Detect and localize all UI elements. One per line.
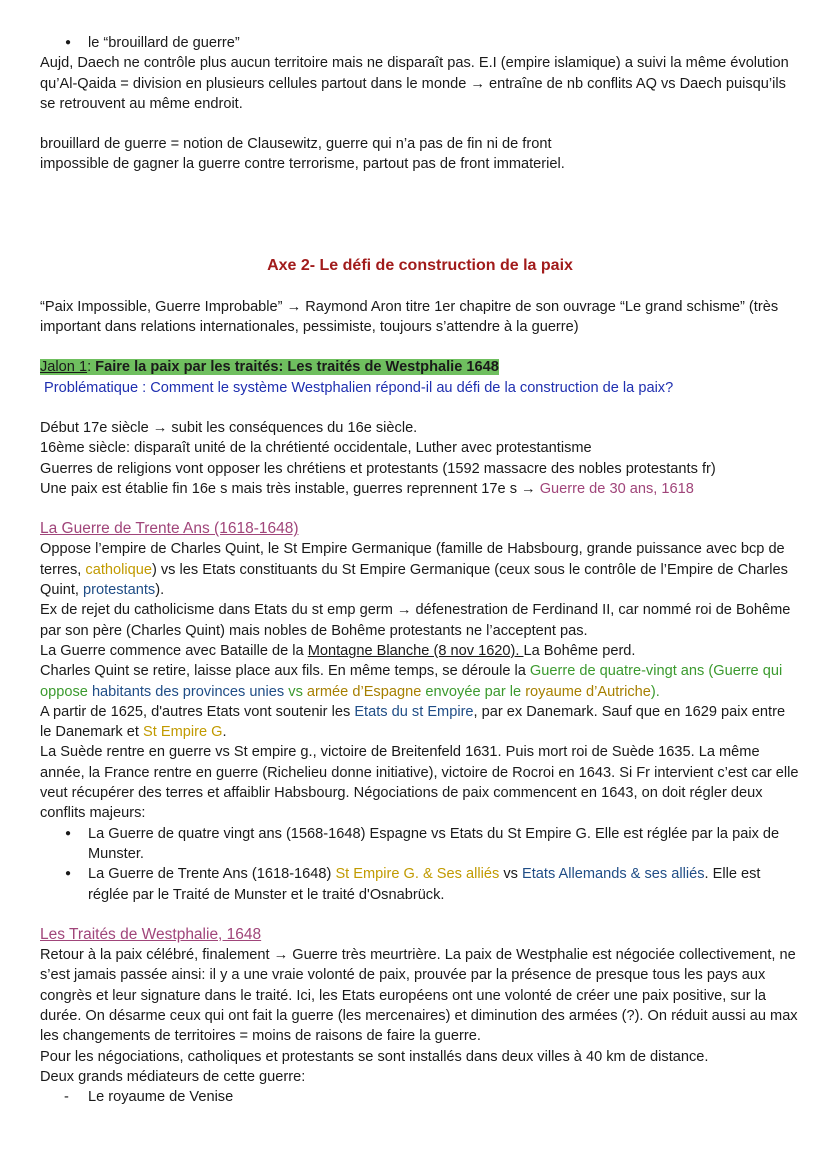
aron-paragraph: “Paix Impossible, Guerre Improbable” → Raymond Aron titre 1er chapitre de son ouvrage “Le grand schisme” (très important dans relations internationales, pessimiste, toujours s’attendre à la guerre) <box>40 298 779 336</box>
brouillard-line-1: brouillard de guerre = notion de Clausewitz, guerre qui n’a pas de fin ni de front <box>40 136 552 153</box>
s2-paragraph-2: Pour les négociations, catholiques et protestants se sont installés dans deux villes à 40 km de distance. <box>40 1048 709 1065</box>
jalon-highlight <box>40 359 499 375</box>
intro-line-4 <box>40 479 800 499</box>
conflict-item-quatre-vingt-ans: ● La Guerre de quatre vingt ans (1568-1648) Espagne vs Etats du St Empire G. Elle est réglée par la paix de Munster. <box>88 824 800 865</box>
section-title-traites-westphalie: Les Traités de Westphalie, 1648 <box>40 925 262 943</box>
text-run: , par ex Danemark. Sauf que en 1629 paix entre le Danemark et <box>40 703 786 741</box>
section-title-guerre-trente-ans: La Guerre de Trente Ans (1618-1648) <box>40 520 299 538</box>
spacer <box>40 499 800 519</box>
conflict-item-trente-ans <box>88 864 800 905</box>
catholique-highlight: catholique <box>85 561 152 578</box>
text-run: La Bohême perd. <box>523 642 636 659</box>
conflicts-list <box>40 824 800 905</box>
jalon-heading <box>40 357 800 377</box>
text-run: . Elle est réglée par le Traité de Munster et le traité d'Osnabrück. <box>88 866 761 903</box>
spacer <box>40 905 800 925</box>
bullet-brouillard: ● le “brouillard de guerre” <box>88 33 800 53</box>
text-run: La Guerre de Trente Ans (1618-1648) <box>88 866 336 883</box>
royaume-autriche-highlight: royaume d’Autriche <box>525 683 651 700</box>
text-run: A partir de 1625, d'autres Etats vont soutenir les <box>40 703 355 720</box>
text-run: Oppose l’empire de Charles Quint, le St Empire Germanique (famille de Habsbourg, grande puissance avec bcp de terres, <box>40 541 785 578</box>
spacer <box>40 175 800 255</box>
text-run: ). <box>650 683 660 700</box>
s2-paragraph-3: Deux grands médiateurs de cette guerre: <box>40 1068 306 1085</box>
montagne-blanche-underline: Montagne Blanche (8 nov 1620). <box>307 642 524 659</box>
st-empire-g-highlight: St Empire G <box>143 724 223 741</box>
intro-last-text: Une paix est établie fin 16e s mais très instable, guerres reprennent 17e s → <box>40 480 540 497</box>
text-run: ). <box>155 582 165 599</box>
text-run: vs <box>499 866 522 883</box>
paragraph-daech: Aujd, Daech ne contrôle plus aucun territoire mais ne disparaît pas. E.I (empire islamique) a suivi la même évolution qu’Al-Qaida = division en plusieurs cellules partout dans le monde → entraîne de nb conflits AQ vs Daech puisqu’ils se retrouvent au même endroit. <box>40 55 789 112</box>
text-run: envoyée par le <box>421 683 526 700</box>
text-run: ) vs les Etats constituants du St Empire Germanique (ceux sous le contrôle de l’Empire de Charles Quint, <box>40 561 788 599</box>
intro-line-2: 16ème siècle: disparaît unité de la chrétienté occidentale, Luther avec protestantisme <box>40 440 592 457</box>
s1-paragraph-6: La Suède rentre en guerre vs St empire g., victoire de Breitenfeld 1631. Puis mort roi de Suède 1635. La même année, la France rentre en guerre (Richelieu donne initiative), victoire de Rocroi en 1643. Si Fr intervient c’est car elle veut récupérer des terres et affaiblir Habsbourg. Négociations de paix commencent en 1643, on doit régler deux conflits majeurs: <box>40 744 799 822</box>
mediator-item-venise: - Le royaume de Venise <box>88 1087 800 1107</box>
jalon-text: Faire la paix par les traités: Les traités de Westphalie 1648 <box>95 359 499 376</box>
protestants-highlight: protestants <box>83 582 156 599</box>
brouillard-line-2: impossible de gagner la guerre contre terrorisme, partout pas de front immateriel. <box>40 156 565 173</box>
st-empire-allies-highlight: St Empire G. & Ses alliés <box>335 866 500 883</box>
s1-paragraph-1 <box>40 539 800 600</box>
intro-line-1: Début 17e siècle → subit les conséquences du 16e siècle. <box>40 419 418 436</box>
mediators-list <box>40 1087 800 1107</box>
s1-paragraph-5 <box>40 702 800 743</box>
spacer <box>40 337 800 357</box>
spacer <box>40 277 800 297</box>
spacer <box>40 398 800 418</box>
top-bullet-list <box>40 33 800 53</box>
text-run: vs <box>284 683 307 700</box>
quatre-vingt-ans-highlight: Guerre de quatre-vingt ans (Guerre qui oppose <box>40 663 783 700</box>
text-run: . <box>222 724 227 741</box>
provinces-unies-highlight: habitants des provinces unies <box>91 683 285 700</box>
s1-paragraph-3 <box>40 641 800 661</box>
document-content <box>40 33 800 1107</box>
etats-allemands-highlight: Etats Allemands & ses alliés <box>521 866 705 883</box>
s1-paragraph-4 <box>40 661 800 702</box>
jalon-label: Jalon 1 <box>40 359 88 376</box>
s2-paragraph-1: Retour à la paix célébré, finalement → Guerre très meurtrière. La paix de Westphalie est négociée collectivement, ne s’est jamais passée ainsi: il y a une vraie volonté de paix, prouvée par la présence de presque tous les pays aux congrès et leur signature dans le traité. Ici, les Etats européens ont une volonté de créer une paix positive, sur la durée. On désarme ceux qui ont fait la guerre (les mercenaires) et diminution des armées (?). On réduit aussi au max les changements de territoires = moins de raisons de faire la guerre. <box>40 947 798 1045</box>
armee-espagne-highlight: armée d’Espagne <box>306 683 422 700</box>
spacer <box>40 114 800 134</box>
text-run: La Guerre commence avec Bataille de la <box>40 642 308 659</box>
problematique: Problématique : Comment le système Westphalien répond-il au défi de la construction de la paix? <box>44 379 674 396</box>
s1-paragraph-2: Ex de rejet du catholicisme dans Etats du st emp germ → défenestration de Ferdinand II, car nommé roi de Bohême par son père (Charles Quint) mais nobles de Bohême protestants ne l’acceptent pas. <box>40 602 791 639</box>
intro-line-3: Guerres de religions vont opposer les chrétiens et protestants (1592 massacre des nobles protestants fr) <box>40 460 716 477</box>
jalon-sep: : <box>87 359 96 376</box>
etats-st-empire-highlight: Etats du st Empire <box>354 703 474 720</box>
guerre-30-ans-highlight: Guerre de 30 ans, 1618 <box>539 480 694 497</box>
text-run: Charles Quint se retire, laisse place aux fils. En même temps, se déroule la <box>40 663 530 680</box>
axe-title: Axe 2- Le défi de construction de la paix <box>267 256 573 274</box>
